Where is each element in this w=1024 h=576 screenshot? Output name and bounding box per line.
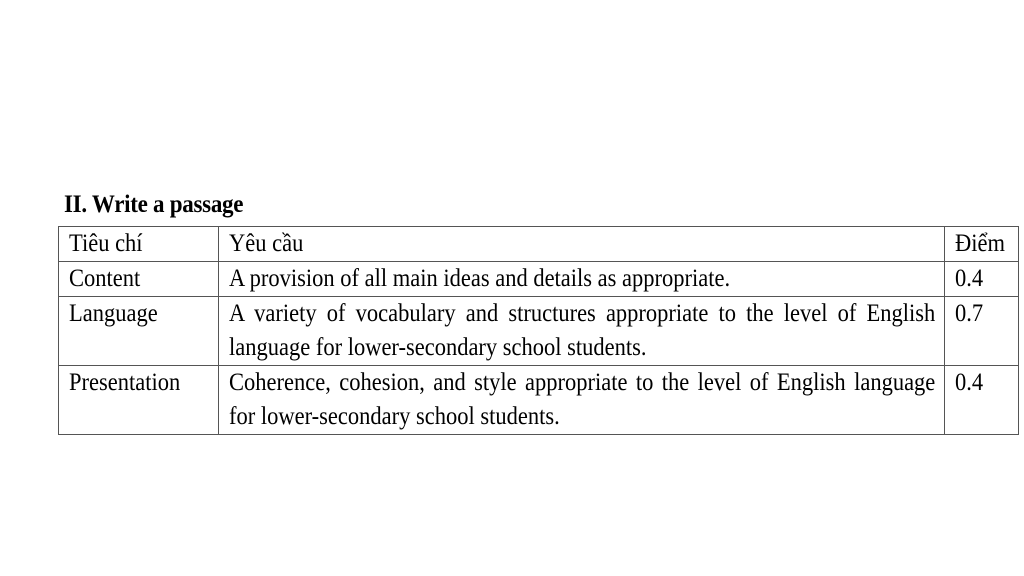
header-criteria: Tiêu chí <box>59 227 219 262</box>
table-row-content <box>59 262 1019 297</box>
score-cell: 0.4 <box>945 366 1019 435</box>
score-cell: 0.4 <box>945 262 1019 297</box>
section-title: II. Write a passage <box>64 191 244 218</box>
header-requirement: Yêu cầu <box>219 227 945 262</box>
requirement-cell: A variety of vocabulary and structures appropriate to the level of English language for lower-secondary school students. <box>219 297 945 366</box>
table-row-language <box>59 297 1019 366</box>
header-score: Điểm <box>945 227 1019 262</box>
table-header-row <box>59 227 1019 262</box>
criteria-cell: Presentation <box>59 366 219 435</box>
score-cell: 0.7 <box>945 297 1019 366</box>
requirement-cell: Coherence, cohesion, and style appropriate to the level of English language for lower-secondary school students. <box>219 366 945 435</box>
requirement-cell: A provision of all main ideas and details as appropriate. <box>219 262 945 297</box>
criteria-cell: Language <box>59 297 219 366</box>
rubric-table <box>58 226 1019 435</box>
table-row-presentation <box>59 366 1019 435</box>
criteria-cell: Content <box>59 262 219 297</box>
